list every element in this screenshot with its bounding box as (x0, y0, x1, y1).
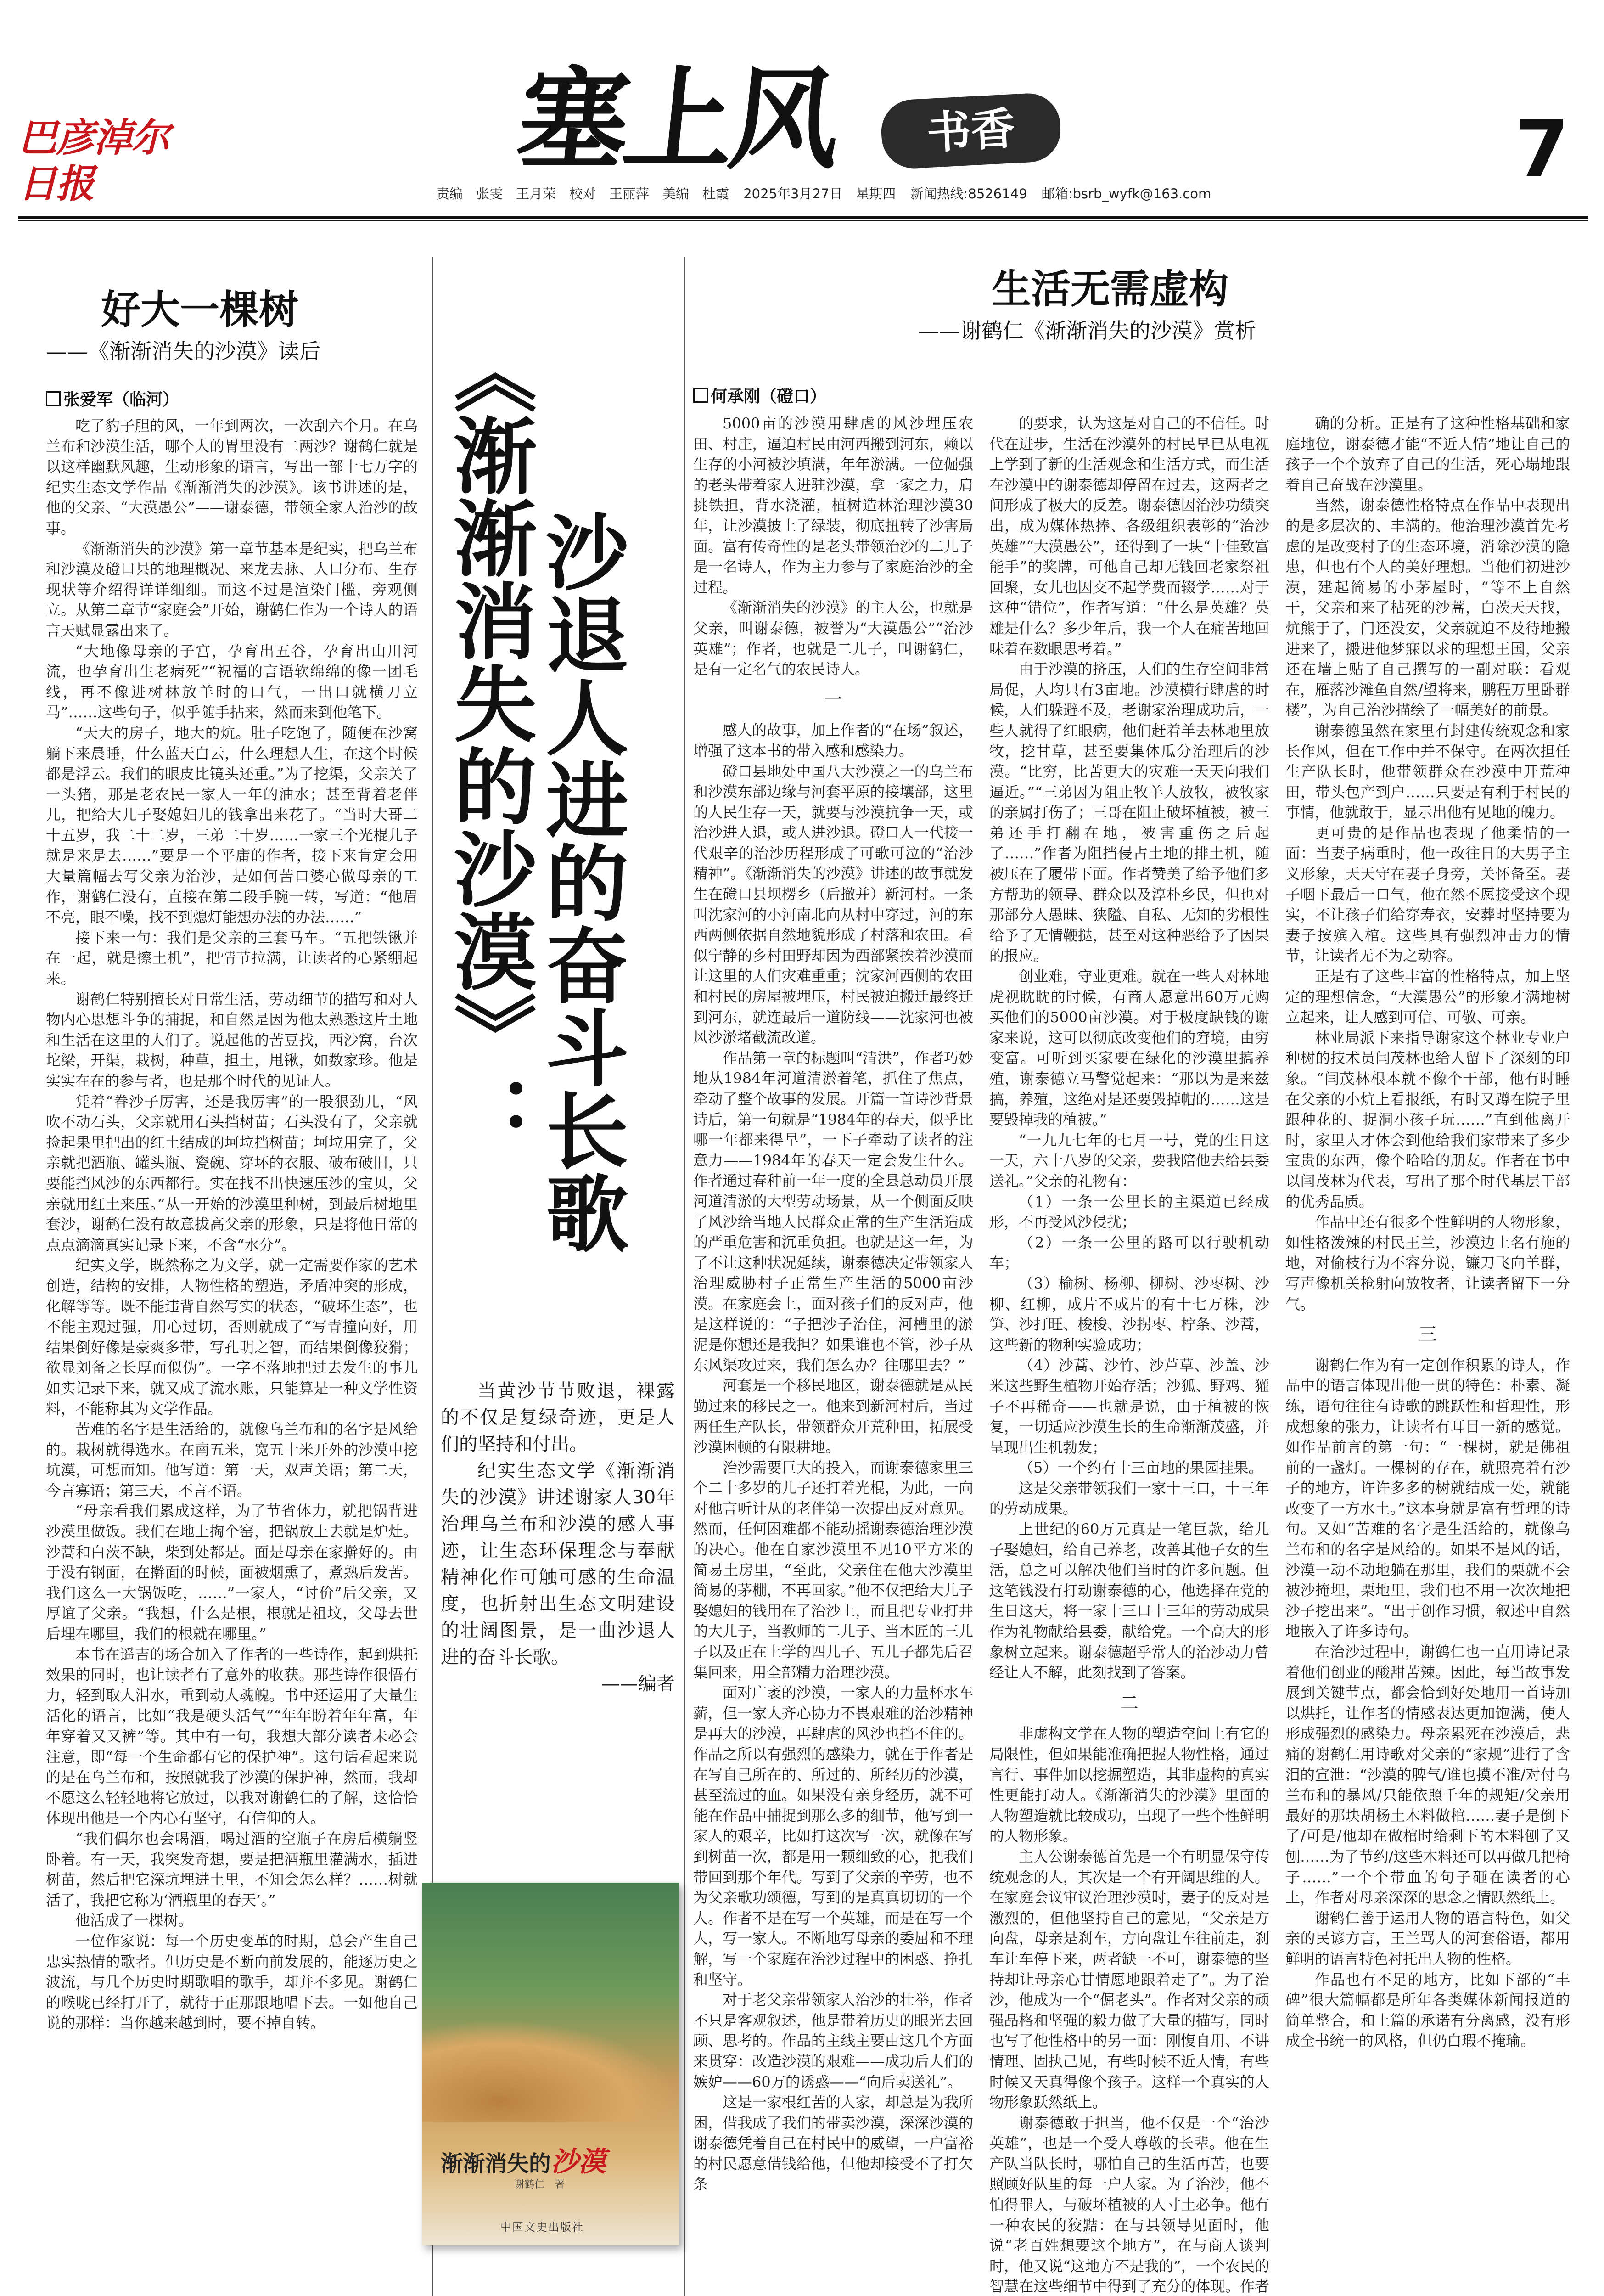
paragraph: “我们偶尔也会喝酒，喝过酒的空瓶子在房后横躺竖卧着。有一天，我突发奇想，要是把酒瓶里灌满水，插进树苗，然后把它深坑埋进土里，不知会怎么样？……树就活了，我把它称为‘酒瓶里的春天’。” (46, 1829, 418, 1909)
cover-author: 谢鹤仁 著 (514, 2179, 565, 2190)
header-rule-thin (18, 220, 1588, 221)
paragraph: 在治沙过程中，谢鹤仁也一直用诗记录着他们创业的酸甜苦辣。因此，每当故事发展到关键节点，都会恰到好处地用一首诗加以烘托，让作者的情感表达更加饱满，使人形成强烈的感染力。母亲累死在沙漠后，悲痛的谢鹤仁用诗歌对父亲的“家规”进行了含泪的宣泄：“沙漠的脾气/谁也摸不准/对付乌兰布和的暴风/只能依照千年的规矩/父亲用最好的那块胡杨土木料做棺……妻子是倒下了/可是/他却在做棺时给剩下的木料刨了又刨……为了节约/这些木料还可以再做几把椅子……”一个个带血的句子砸在读者的心上，作者对母亲深深的思念之情跃然纸上。 (1285, 1643, 1570, 1907)
right-article-column-2 (989, 413, 1269, 2296)
section-number: 一 (824, 689, 842, 710)
paragraph: 谢泰德虽然在家里有封建传统观念和家长作风，但在工作中并不保守。在两次担任生产队长时，他带领群众在沙漠中开荒种田，带头包产到户……只要是有利于村民的事情，他就敢于，显示出他有见地的魄力。 (1285, 721, 1570, 822)
editor-signature: ——编者 (601, 1673, 675, 1694)
cover-title-text: 渐渐消失的 (441, 2151, 551, 2177)
paragraph: （3）榆树、杨柳、柳树、沙枣树、沙柳、红柳，成片不成片的有十七万株，沙笋、沙打旺、梭梭、沙拐枣、柠条、沙蒿，这些新的物种实验成功； (989, 1274, 1269, 1354)
paragraph: 作品中还有很多个性鲜明的人物形象，如性格泼辣的村民王兰，沙漠边上名有施的地，对偷枝行为不容分说，镰刀飞向羊群，写声像机关枪射向放牧者，让读者留下一分气。 (1285, 1213, 1570, 1313)
feature-lead-paragraph: 当黄沙节节败退，裸露的不仅是复绿奇迹，更是人们的坚持和付出。 (441, 1380, 675, 1455)
paragraph: “大地像母亲的子宫，孕育出五谷，孕育出山川河流，也孕育出生老病死”“祝福的言语软绵绵的像一团毛线，再不像进树林放羊时的口气，一出口就横刀立马”……这些句子，似乎随手拈来，然而来到他笔下。 (46, 642, 418, 721)
byline-box-icon (46, 391, 61, 406)
right-article-column-1 (693, 413, 973, 2296)
left-article-title: 好大一棵树 (101, 287, 298, 333)
paragraph: 更可贵的是作品也表现了他柔情的一面：当妻子病重时，他一改往日的大男子主义形象，天天守在妻子身旁，关怀备至。妻子咽下最后一口气，他在然不愿接受这个现实，不让孩子们给穿寿衣，安葬时坚持要为妻子按殡入棺。这些具有强烈冲击力的情节，让读者无不为之动容。 (1285, 824, 1570, 965)
paragraph: 一位作家说：每一个历史变革的时期，总会产生自己忠实热情的歌者。但历史是不断向前发展的，能逐历史之波流，与几个历史时期歌唱的歌手，却并不多见。谢鹤仁的喉咙已经打开了，就待于正那跟地唱下去。一如他自己说的那样：当你越来越到时，要不掉自转。 (46, 1932, 418, 2032)
paragraph: 对于老父亲带领家人治沙的壮举，作者不只是客观叙述，他是带着历史的眼光去回顾、思考的。作品的主线主要由这几个方面来贯穿：改造沙漠的艰难——成功后人们的嫉妒——60万的诱惑——“向后卖送礼”。 (693, 1991, 973, 2091)
paragraph: 谢鹤仁作为有一定创作积累的诗人，作品中的语言体现出他一贯的特色：朴素、凝练，语句往往有诗歌的跳跃性和哲理性，形成想象的张力，让读者有耳目一新的感觉。如作品前言的第一句：“一棵树，就是佛祖前的一盏灯。一棵树的存在，就照亮着有沙子的地方，许许多多的树就结成一处，就能改变了一方水土。”这本身就是富有哲理的诗句。又如“苦难的名字是生活给的，就像乌兰布和的名字是风给的。如果不是风的话，沙漠一动不动地躺在那里，我们的栗就不会被沙掩埋，栗地里，我们也不用一次次地把沙子挖出来”。“出于创作习惯，叙述中自然地嵌入了许多诗句。 (1285, 1356, 1570, 1640)
paragraph: （4）沙蒿、沙竹、沙芦草、沙盖、沙米这些野生植物开始存活；沙狐、野鸡、獾子不再稀奇——也就是说，由于植被的恢复，一切适应沙漠生长的生命渐渐茂盛，并呈现出生机勃发； (989, 1356, 1269, 1456)
paragraph: 河套是一个移民地区，谢泰德就是从民勤过来的移民之一。他来到新河村后，当过两任生产队长，带领群众开荒种田，拓展受沙漠困顿的有限耕地。 (693, 1377, 973, 1456)
left-article-byline (46, 387, 179, 410)
paragraph: 接下来一句：我们是父亲的三套马车。“五把铁锹并在一起，就是擦土机”，把情节拉满，让读者的心紧绷起来。 (46, 929, 418, 988)
masthead-title: 塞上风 (512, 55, 842, 184)
feature-headline: 沙退人进的奋斗长歌 (532, 510, 629, 1254)
paragraph: 正是有了这些丰富的性格特点，加上坚定的理想信念，“大漠愚公”的形象才满地树立起来，让人感到可信、可敬、可亲。 (1285, 968, 1570, 1026)
section-number: 三 (1419, 1324, 1437, 1345)
issue-date: 2025年3月27日 星期四 (743, 186, 896, 202)
left-article-subtitle: ——《渐渐消失的沙漠》读后 (46, 339, 320, 364)
paragraph: “一九九七年的七月一号，党的生日这一天，六十八岁的父亲，要我陪他去给县委送礼。”父亲的礼物有： (989, 1131, 1269, 1190)
paragraph: 感人的故事，加上作者的“在场”叙述，增强了这本书的带入感和感染力。 (693, 721, 973, 760)
paragraph: 谢泰德敢于担当，他不仅是一个“治沙英雄”，也是一个受人尊敬的长辈。他在生产队当队长时，哪怕自己的生活再苦，也要照顾好队里的每一户人家。为了治沙，他不怕得罪人，与破坏植被的人寸土必争。他有一种农民的狡黠：在与县领导见面时，他说“老百姓想要这个地方”，在与商人谈判时，他又说“这地方不是我的”，一个农民的智慧在这些细节中得到了充分的体现。作者 (989, 2114, 1269, 2296)
paragraph: 上世纪的60万元真是一笔巨款，给儿子娶媳妇，给自己养老，改善其他子女的生活，总之可以解决他们当时的许多问题。但这笔钱没有打动谢泰德的心，他选择在党的生日这天，将一家十三口十三年的劳动成果作为礼物献给县委，献给党。一个高大的形象树立起来。谢泰德超乎常人的治沙动力曾经让人不解，此刻找到了答案。 (989, 1520, 1269, 1682)
paragraph: 吃了豹子胆的风，一年到两次，一次刮六个月。在乌兰布和沙漠生活，哪个人的胃里没有二两沙？谢鹤仁就是以这样幽默风趣，生动形象的语言，写出一部十七万字的纪实生态文学作品《渐渐消失的沙漠》。该书讲述的是，他的父亲、“大漠愚公”——谢泰德，带领全家人治沙的故事。 (46, 417, 418, 537)
paragraph: 苦难的名字是生活给的，就像乌兰布和的名字是风给的。栽树就得选水。在南五米，宽五十米开外的沙漠中挖坑漠，可想而知。他写道：第一天，双声关语；第二天，今言寡语；第三天，不言不语。 (46, 1420, 418, 1499)
paragraph: 他活成了一棵树。 (75, 1912, 193, 1930)
paragraph: 由于沙漠的挤压，人们的生存空间非常局促，人均只有3亩地。沙漠横行肆虐的时候，人们躲避不及，老谢家治理成功后，一些人就得了红眼病，他们赶着羊去林地里放牧，挖甘草，甚至要集体瓜分治理后的沙漠。“比穷，比苦更大的灾难一天天向我们逼近。”“三弟因为阻止牧羊人放牧，被牧家的亲属打伤了；三哥在阻止破坏植被，被三弟还手打翻在地，被害重伤之后起了……”作者为阻挡侵占土地的排土机，随被压在了履带下面。作者赞美了给予他们多方帮助的领导、群众以及淳朴乡民，但也对那部分人愚昧、狭隘、自私、无知的劣根性给予了无情鞭挞，甚至对这种恶给予了因果的报应。 (989, 660, 1269, 965)
editors-credit: 责编 张雯 王月荣 校对 王丽萍 美编 杜霞 (436, 186, 729, 202)
paragraph: 非虚构文学在人物的塑造空间上有它的局限性，但如果能准确把握人物性格，通过言行、事件加以挖掘塑造，其非虚构的真实性更能打动人。《渐渐消失的沙漠》里面的人物塑造就比较成功，出现了一些个性鲜明的人物形象。 (989, 1725, 1269, 1845)
news-hotline: 新闻热线:8526149 (910, 186, 1027, 202)
paragraph: 创业难，守业更难。就在一些人对林地虎视眈眈的时候，有商人愿意出60万元购买他们的5000亩沙漠。对于极度缺钱的谢家来说，这可以彻底改变他们的窘境，由穷变富。可听到买家要在绿化的沙漠里搞养殖，谢泰德立马警觉起来：“那以为是来兹搞，养殖，这绝对是还要毁掉帽的……这是要毁掉我的植被。” (989, 968, 1269, 1129)
right-article-title: 生活无需虚构 (992, 266, 1228, 312)
cover-title-emph: 沙漠 (551, 2146, 606, 2178)
paragraph: “天大的房子，地大的炕。肚子吃饱了，随便在沙窝躺下来晨睡，什么蓝天白云，什么理想人生，在这个时候都是浮云。我们的眼皮比镜头还重。”为了挖渠，父亲关了一头猪，那是老农民一家人一年的油水；甚至背着老伴儿，把给大儿子娶媳妇儿的钱拿出来花了。“当时大哥二十五岁，我二十二岁，三弟二十岁……一家三个光棍儿子就是来是去……”要是一个平庸的作者，接下来肯定会用大量篇幅去写父亲为治沙，是如何苦口婆心做母亲的工作，谢鹤仁没有，直接在第二段手腕一转，写道：“他眉不亮，眼不噪，找不到熄灯能想办法的办法……” (46, 724, 418, 926)
book-cover-image (422, 1883, 679, 2245)
right-article-subtitle: ——谢鹤仁《渐渐消失的沙漠》赏析 (918, 318, 1256, 343)
paragraph: 作品也有不足的地方，比如下部的“丰碑”很大篇幅都是所年各类媒体新闻报道的简单整合，和上篇的承诺有分离感，没有形成全书统一的风格，但仍白瑕不掩瑜。 (1285, 1970, 1570, 2050)
paragraph: （2）一条一公里的路可以行驶机动车； (989, 1233, 1269, 1272)
header-info-line (436, 183, 1400, 205)
contact-email: 邮箱:bsrb_wyfk@163.com (1041, 186, 1211, 202)
paragraph: 磴口县地处中国八大沙漠之一的乌兰布和沙漠东部边缘与河套平原的接壤部，这里的人民生存一天，就要与沙漠抗争一天，或治沙进人退，或人进沙退。磴口人一代接一代艰辛的治沙历程形成了可歌可泣的“治沙精神”。《渐渐消失的沙漠》讲述的故事就发生在磴口县坝楞乡（后撤并）新河村。一条叫沈家河的小河南北向从村中穿过，河的东西两侧依据自然地貌形成了村落和农田。看似宁静的乡村田野却因为西部紧挨着沙漠而让这里的人们灾难重重；沈家河西侧的农田和村民的房屋被埋压，村民被迫搬迁最终迁到河东，就连最后一道防线——沈家河也被风沙淤堵截流改道。 (693, 762, 973, 1047)
paragraph: 的要求，认为这是对自己的不信任。时代在进步，生活在沙漠外的村民早已从电视上学到了新的生活观念和生活方式，而生活在沙漠中的谢泰德却停留在过去，这两者之间形成了极大的反差。谢泰德因治沙功绩突出，成为媒体热捧、各级组织表彰的“治沙英雄”“大漠愚公”，还得到了一块“十佳致富能手”的奖牌，可他自己却无钱回老家祭祖回聚，女儿也因交不起学费而辍学……对于这种“错位”，作者写道：“什么是英雄？英雄是什么？多少年后，我一个人在痛苦地回味着在数眼思考着。” (989, 415, 1269, 658)
feature-lead-paragraph: 纪实生态文学《渐渐消失的沙漠》讲述谢家人30年治理乌兰布和沙漠的感人事迹，让生态环保理念与奉献精神化作可触可感的生命温度，也折射出生态文明建设的壮阔图景，是一曲沙退人进的奋斗长歌。 (441, 1460, 675, 1668)
column-divider (684, 257, 685, 2296)
page-number: 7 (1515, 104, 1570, 195)
paragraph: 谢鹤仁特别擅长对日常生活，劳动细节的描写和对人物内心思想斗争的捕捉，和自然是因为他太熟悉这片土地和生活在这里的人们了。说起他的苦豆找，西沙窝，台次坨梁，开渠，栽树，种草，担土，甩锹，如数家珍。他是实实在在的参与者，也是那个时代的见证人。 (46, 990, 418, 1090)
right-article-author: 何承刚（磴口） (711, 387, 827, 406)
paragraph: 谢鹤仁善于运用人物的语言特色，如父亲的民谚方言，王兰骂人的河套俗语，都用鲜明的语言特色衬托出人物的性格。 (1285, 1909, 1570, 1968)
paragraph: 当然，谢泰德性格特点在作品中表现出的是多层次的、丰满的。他治理沙漠首先考虑的是改变村子的生态环境，消除沙漠的隐患，但也有个人的美好理想。当他们初进沙漠，建起简易的小茅屋时，“等不上自然干，父亲和来了枯死的沙蒿，白茨天天找，炕熊于了，门还没安，父亲就迫不及待地搬进来了，搬进他梦寐以求的理想王国，父亲还在墙上贴了自己撰写的一副对联：看观在，雁落沙滩鱼自然/望将来，鹏程万里卧群楼”，为自己治沙描绘了一幅美好的前景。 (1285, 496, 1570, 719)
paragraph: 治沙需要巨大的投入，而谢泰德家里三个二十多岁的儿子还打着光棍，为此，一向对他言听计从的老伴第一次提出反对意见。然而，任何困难都不能动摇谢泰德治理沙漠的决心。他在自家沙漠里不见10平方米的简易土房里，“至此，父亲住在他大沙漠里简易的茅棚，不再回家。”他不仅把给大儿子娶媳妇的钱用在了治沙上，而且把专业打井的大儿子，当教师的二儿子、当木匠的三儿子以及正在上学的四儿子、五儿子都先后召集回来，用全部精力治理沙漠。 (693, 1458, 973, 1681)
paragraph: 这是一家根红苦的人家，却总是为我所困，借我成了我们的带卖沙漠，深深沙漠的谢泰德凭着自己在村民中的威望，一户富裕的村民愿意借钱给他，但他却接受不了打欠条 (693, 2093, 973, 2193)
left-article-body (46, 416, 418, 2294)
cover-title (441, 2140, 670, 2179)
paragraph: 5000亩的沙漠用肆虐的风沙埋压农田、村庄，逼迫村民由河西搬到河东，赖以生存的小河被沙填满，年年淤满。一位倔强的老头带着家人进驻沙漠，拿一家之力，肩挑铁担，背水浇灌，植树造林治理沙漠30年，让沙漠披上了绿装，彻底扭转了沙害局面。富有传奇性的是老头带领治沙的二儿子是一名诗人，作为主力参与了家庭治沙的全过程。 (693, 415, 973, 596)
header-rule (18, 216, 1588, 219)
paragraph: 作品第一章的标题叫“清洪”，作者巧妙地从1984年河道清淤着笔，抓住了焦点，牵动了整个故事的发展。开篇一首诗沙背景诗后，第一句就是“1984年的春天，似乎比哪一年都来得早”，一下子牵动了读者的注意力——1984年的春天一定会发生什么。作者通过春种前一年一度的全县总动员开展河道清淤的大型劳动场景，从一个侧面反映了风沙给当地人民群众正常的生产生活造成的严重危害和沉重负担。也就是这一年，为了不让这种状况延续，谢泰德决定带领家人治理威胁村子正常生产生活的5000亩沙漠。在家庭会上，面对孩子们的反对声，他是这样说的：“子把沙子治住，河槽里的淤泥是你想还是我担？如果谁也不管，沙子从东风渠攻过来，我们怎么办？往哪里去？” (693, 1049, 973, 1374)
newspaper-logo: 巴彦淖尔日报 (18, 115, 169, 206)
section-number: 二 (1120, 1692, 1139, 1714)
paragraph: （5）一个约有十三亩地的果园挂果。 (1019, 1459, 1263, 1477)
cover-dunes-graphic (422, 2020, 679, 2122)
paragraph: “母亲看我们累成这样，为了节省体力，就把锅背进沙漠里做饭。我们在地上掏个窑，把锅放上去就是炉灶。沙蒿和白茨不缺，柴到处都是。面是母亲在家擀好的。由于没有钢面，在擀面的时候，面被烟熏了，煮熟后发苦。我们这么一大锅饭吃，……”一家人，“讨价”后父亲，又厚谊了父亲。“我想，什么是根，根就是祖坟，父母去世后埋在哪里，我们的根就在哪里。” (46, 1502, 418, 1643)
left-article-author: 张爱军（临河） (63, 390, 179, 409)
paragraph: 凭着“眷沙子厉害，还是我厉害”的一股狠劲儿，“风吹不动石头，父亲就用石头挡树苗；石头没有了，父亲就捡起果里把出的红土结成的坷垃挡树苗；坷垃用完了，父亲就把酒瓶、罐头瓶、瓷碗、穿坏的衣服、破布破旧，只要能挡风沙的东西都行。实在找不出快速压沙的宝贝，父亲就用红土来压。”从一开始的沙漠里种树，到最后树地里套沙，谢鹤仁没有故意拔高父亲的形象，只是将他日常的点点滴滴真实记录下来，不含“水分”。 (46, 1092, 418, 1254)
feature-lead (441, 1378, 675, 1697)
paragraph: 《渐渐消失的沙漠》第一章节基本是纪实，把乌兰布和沙漠及磴口县的地理概况、来龙去脉、人口分布、生存现状等介绍得详详细细。而这不过是渲染门槛，旁观侧立。从第二章节“家庭会”开始，谢鹤仁作为一个诗人的语言天赋显露出来了。 (46, 540, 418, 639)
paragraph: 确的分析。正是有了这种性格基础和家庭地位，谢泰德才能“不近人情”地让自己的孩子一个个放弃了自己的生活，死心塌地跟着自己奋战在沙漠里。 (1285, 415, 1570, 494)
paragraph: 主人公谢泰德首先是一个有明显保守传统观念的人，其次是一个有开阔思维的人。在家庭会议审议治理沙漠时，妻子的反对是激烈的，但他坚持自己的意见，“父亲是方向盘，母亲是刹车，方向盘让车往前走，刹车让车停下来，两者缺一不可，谢泰德的坚持却让母亲心甘情愿地跟着走了”。为了治沙，他成为一个“倔老头”。作者对父亲的顽强品格和坚强的毅力做了大量的描写，同时也写了他性格中的另一面：刚愎自用、不讲情理、固执己见，有些时候不近人情，有些时候又天真得像个孩子。这样一个真实的人物形象跃然纸上。 (989, 1847, 1269, 2111)
feature-book-title: 《渐渐消失的沙漠》： (440, 331, 537, 1157)
right-article-byline (693, 383, 826, 407)
right-article-column-3 (1285, 413, 1570, 2296)
paragraph: 纪实文学，既然称之为文学，就一定需要作家的艺术创造，结构的安排，人物性格的塑造，矛盾冲突的形成，化解等等。既不能违背自然写实的状态，“破坏生态”，也不能主观过强，用心过切，否则就成了“写青撞向好，用结果倒好像是豪爽多带，写孔明之智，而结果倒像狡猾；欲显刘备之长厚而似伪”。一字不落地把过去发生的事儿如实记录下来，就又成了流水账，只能算是一种文学性资料，不能称其为文学作品。 (46, 1256, 418, 1418)
paragraph: 《渐渐消失的沙漠》的主人公，也就是父亲，叫谢泰德，被誉为“大漠愚公”“治沙英雄”；作者，也就是二儿子，叫谢鹤仁，是有一定名气的农民诗人。 (693, 599, 973, 678)
paragraph: 这是父亲带领我们一家十三口，十三年的劳动成果。 (989, 1479, 1269, 1518)
cover-publisher: 中国文史出版社 (500, 2221, 584, 2234)
paragraph: （1）一条一公里长的主渠道已经成形，不再受风沙侵扰； (989, 1193, 1269, 1231)
paragraph: 面对广袤的沙漠，一家人的力量杯水车薪，但一家人齐心协力不畏艰难的治沙精神是再大的沙漠，再肆虐的风沙也挡不住的。作品之所以有强烈的感染力，就在于作者是在写自己所在的、所过的、所经历的沙漠，甚至流过的血。如果没有亲身经历，就不可能在作品中捕捉到那么多的细节，他写到一家人的艰辛，比如打这次写一次，就像在写到树苗一次，都是用一颗细致的心，把我们带回到那个年代。写到了父亲的辛劳，也不为父亲歌功颂德，写到的是真真切切的一个人。作者不是在写一个英雄，而是在写一个人，写一家人。不断地写母亲的委屈和不理解，写一个家庭在治沙过程中的困惑、挣扎和坚守。 (693, 1684, 973, 1988)
paragraph: 本书在遥吉的场合加入了作者的一些诗作，起到烘托效果的同时，也让读者有了意外的收获。那些诗作很悟有力，轻到取人泪水，重到动人魂魄。书中还运用了大量生活化的语言，比如“我是硬头活气”“年年盼着年年富，年年穿着又又裤”等。其中有一句，我想大部分读者未必会注意，即“每一个生命都有它的保护神”。这句话看起来说的是在乌兰布和，按照就我了沙漠的保护神，然而，我却不愿这么轻轻地将它放过，以我对谢鹤仁的了解，这恰恰体现出他是一个内心有坚守，有信仰的人。 (46, 1645, 418, 1827)
paragraph: 林业局派下来指导谢家这个林业专业户种树的技术员闫茂林也给人留下了深刻的印象。“闫茂林根本就不像个干部，他有时睡在父亲的小炕上看报纸，有时又蹲在院子里跟种花的、捉洞小孩子玩……”直到他离开时，家里人才体会到他给我们家带来了多少宝贵的东西，像个哈哈的朋友。作者在书中以闫茂林为代表，写出了那个时代基层干部的优秀品质。 (1285, 1029, 1570, 1210)
byline-box-icon (693, 388, 708, 403)
section-badge: 书香 (880, 92, 1062, 170)
